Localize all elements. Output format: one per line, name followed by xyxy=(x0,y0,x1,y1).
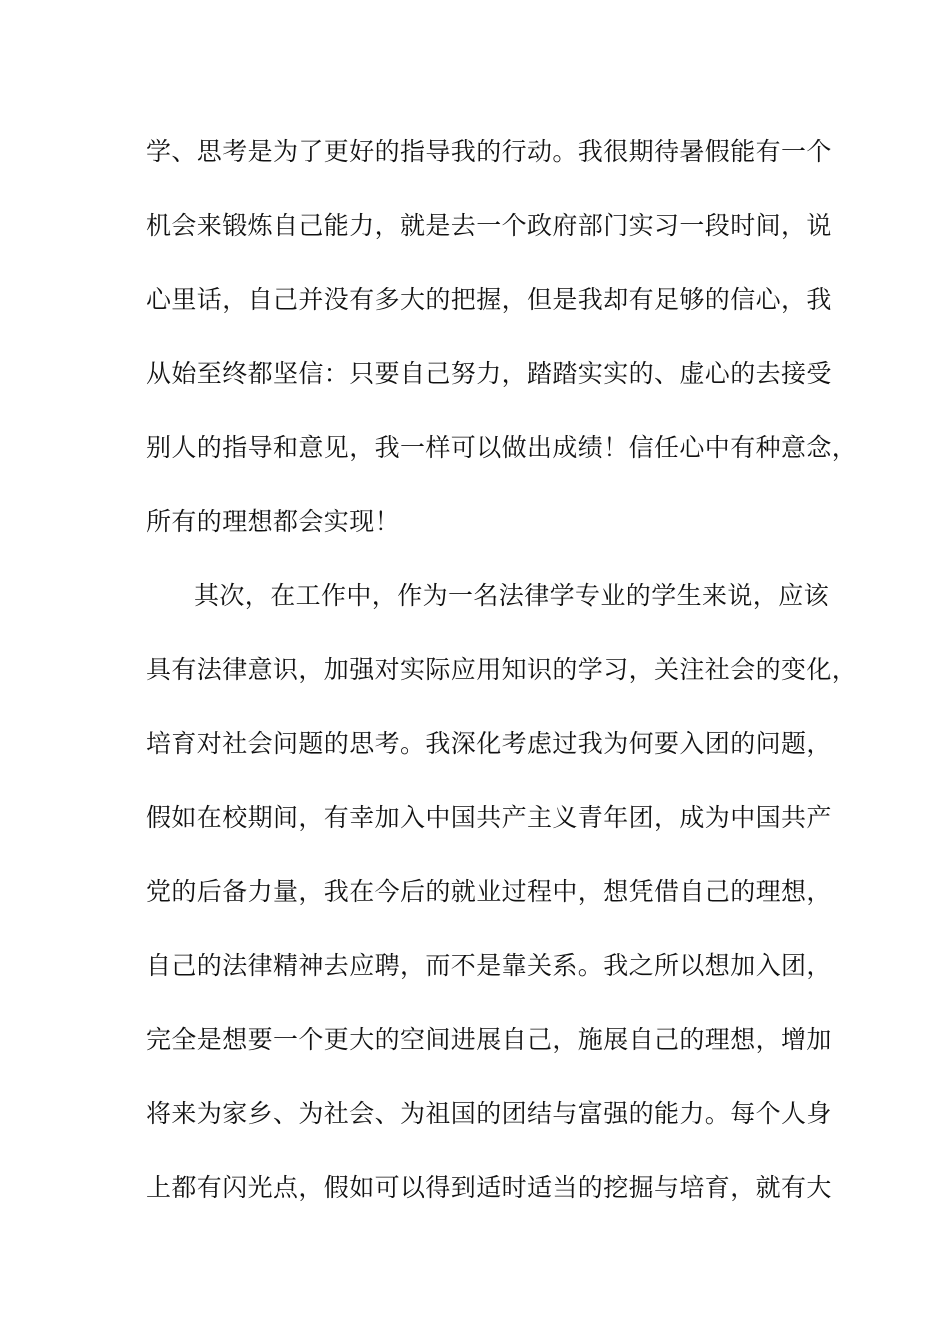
paragraph-line: 假如在校期间，有幸加入中国共产主义青年团，成为中国共产 xyxy=(146,803,832,832)
paragraph-line: 机会来锻炼自己能力，就是去一个政府部门实习一段时间，说 xyxy=(146,211,832,240)
paragraph-line: 学、思考是为了更好的指导我的行动。我很期待暑假能有一个 xyxy=(146,137,832,166)
paragraph-line: 从始至终都坚信：只要自己努力，踏踏实实的、虚心的去接受 xyxy=(146,359,832,388)
paragraph-line: 培育对社会问题的思考。我深化考虑过我为何要入团的问题， xyxy=(146,729,832,758)
paragraph-line: 自己的法律精神去应聘，而不是靠关系。我之所以想加入团， xyxy=(146,951,832,980)
paragraph-line: 将来为家乡、为社会、为祖国的团结与富强的能力。每个人身 xyxy=(146,1099,832,1128)
paragraph-first-line: 其次，在工作中，作为一名法律学专业的学生来说，应该 xyxy=(194,581,830,610)
paragraph-line: 党的后备力量，我在今后的就业过程中，想凭借自己的理想， xyxy=(146,877,832,906)
paragraph-line: 完全是想要一个更大的空间进展自己，施展自己的理想，增加 xyxy=(146,1025,832,1054)
paragraph-line: 上都有闪光点，假如可以得到适时适当的挖掘与培育，就有大 xyxy=(146,1173,832,1202)
paragraph-line: 心里话，自己并没有多大的把握，但是我却有足够的信心，我 xyxy=(146,285,832,314)
paragraph-line: 所有的理想都会实现！ xyxy=(146,507,401,536)
paragraph-line: 具有法律意识，加强对实际应用知识的学习，关注社会的变化， xyxy=(146,655,858,684)
paragraph-line: 别人的指导和意见，我一样可以做出成绩！信任心中有种意念， xyxy=(146,433,858,462)
